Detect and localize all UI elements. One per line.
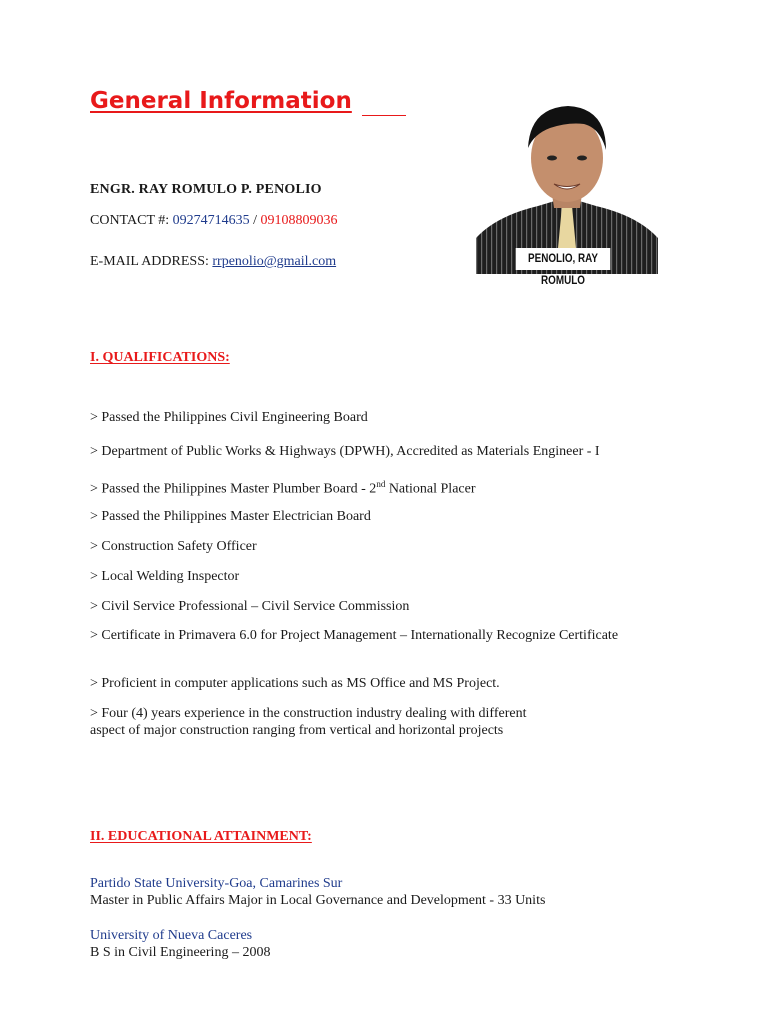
email-line	[90, 254, 336, 270]
degree-name: B S in Civil Engineering – 2008	[90, 945, 271, 960]
phone-primary: 09274714635	[172, 213, 250, 228]
qualification-item-continued: aspect of major construction ranging from vertical and horizontal projects	[90, 723, 504, 738]
email-link[interactable]: rrpenolio@gmail.com	[212, 254, 337, 269]
title-underline	[362, 115, 406, 116]
degree-name: Master in Public Affairs Major in Local Governance and Development - 33 Units	[90, 893, 546, 908]
photo-caption: PENOLIO, RAY ROMULO	[516, 248, 611, 270]
qualification-item: > Passed the Philippines Civil Engineering Board	[90, 410, 368, 425]
contact-line	[90, 213, 338, 229]
qualification-item: > Department of Public Works & Highways (DPWH), Accredited as Materials Engineer - I	[90, 444, 600, 459]
qualification-superscript: nd	[376, 479, 386, 489]
applicant-name: ENGR. RAY ROMULO P. PENOLIO	[90, 182, 322, 197]
qualification-item: > Civil Service Professional – Civil Service Commission	[90, 599, 410, 614]
page-title: General Information	[90, 88, 352, 114]
portrait-illustration	[476, 88, 658, 274]
email-label: E-MAIL ADDRESS:	[90, 254, 213, 269]
education-heading: II. EDUCATIONAL ATTAINMENT:	[90, 829, 312, 844]
qualification-item: > Four (4) years experience in the construction industry dealing with different	[90, 706, 527, 721]
qualification-item: > Passed the Philippines Master Electrician Board	[90, 509, 371, 524]
phone-secondary: 09108809036	[260, 213, 338, 228]
qualification-text: > Passed the Philippines Master Plumber Board - 2	[90, 481, 377, 497]
profile-photo	[476, 88, 658, 287]
qualifications-heading: I. QUALIFICATIONS:	[90, 350, 230, 365]
phone-separator: /	[249, 213, 261, 228]
qualification-item: > Certificate in Primavera 6.0 for Project Management – Internationally Recognize Certificate	[90, 628, 619, 643]
qualification-item: > Local Welding Inspector	[90, 569, 240, 584]
contact-label: CONTACT #:	[90, 213, 173, 228]
qualification-text-tail: National Placer	[385, 481, 476, 497]
qualification-item: > Construction Safety Officer	[90, 539, 257, 554]
qualification-item	[90, 479, 476, 498]
qualification-item: > Proficient in computer applications such as MS Office and MS Project.	[90, 676, 500, 691]
school-name: University of Nueva Caceres	[90, 928, 253, 943]
school-name: Partido State University-Goa, Camarines Sur	[90, 876, 343, 891]
